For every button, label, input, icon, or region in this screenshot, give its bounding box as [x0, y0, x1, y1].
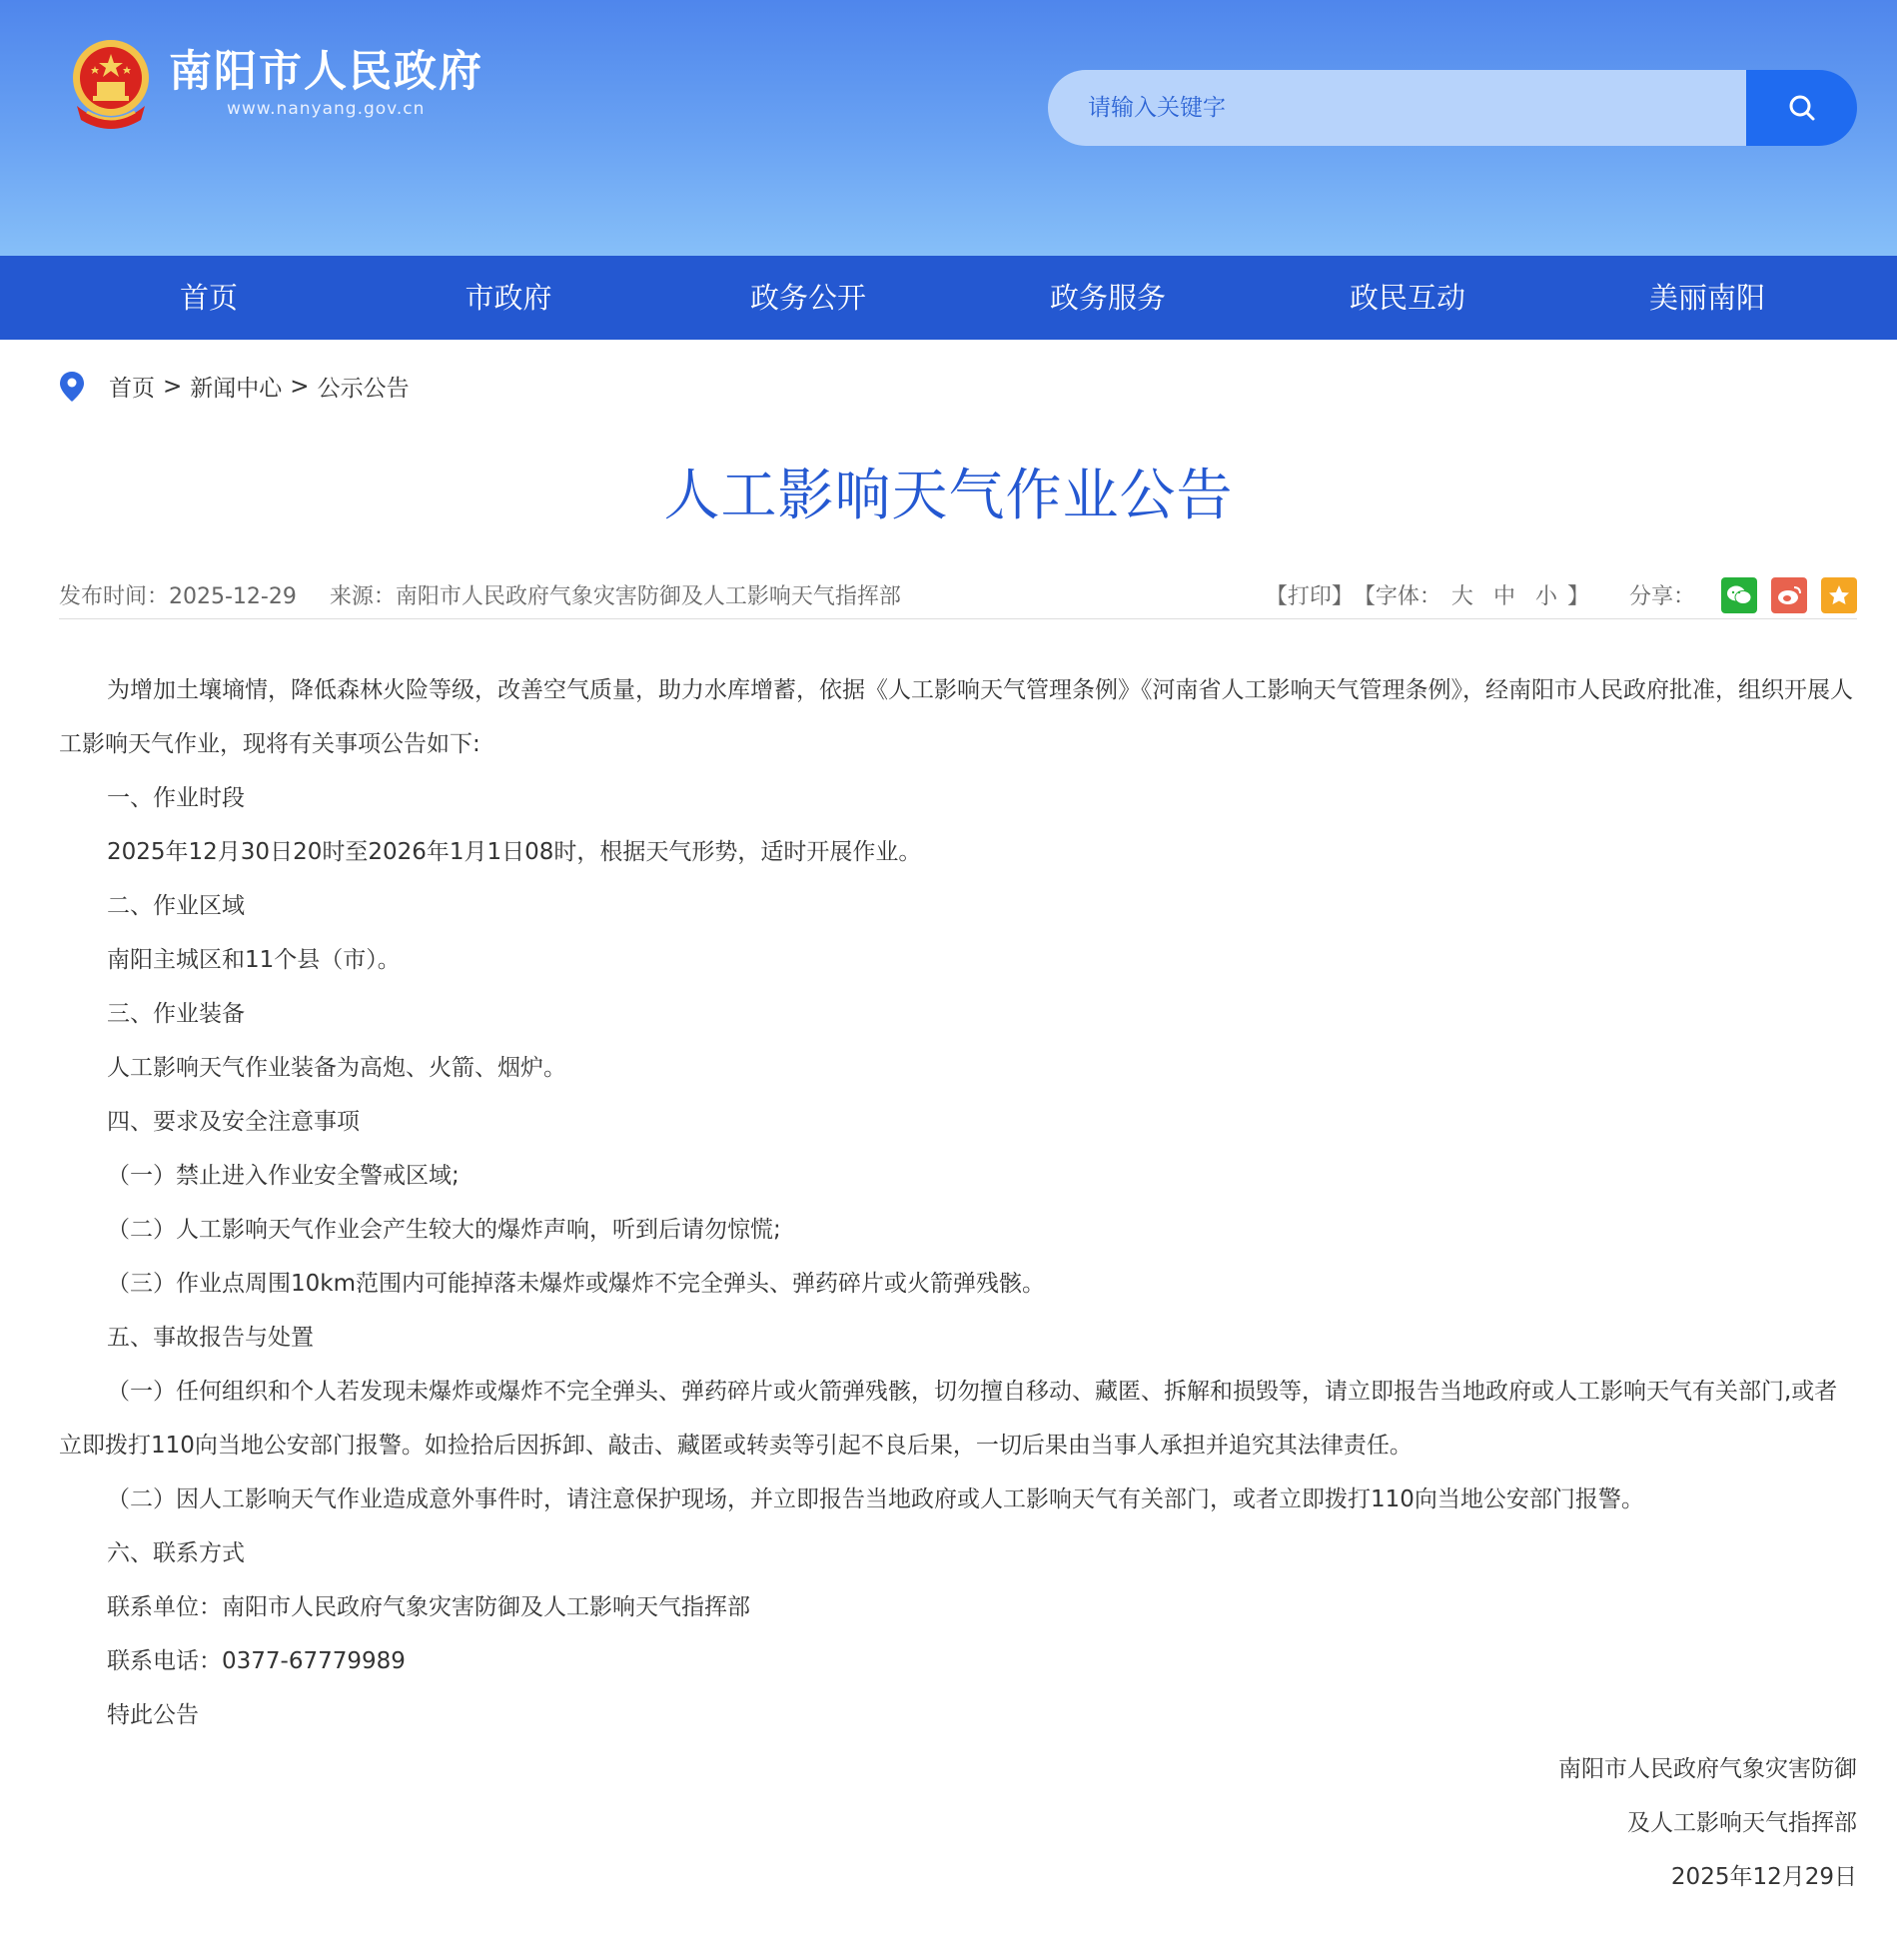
section-heading: 一、作业时段 — [107, 785, 245, 811]
nav-beautiful-nanyang[interactable]: 美丽南阳 — [1648, 281, 1765, 315]
search-button[interactable] — [1746, 70, 1857, 146]
paragraph: （三）作业点周围10km范围内可能掉落未爆炸或爆炸不完全弹头、弹药碎片或火箭弹残骸。 — [107, 1271, 1045, 1297]
weibo-share-icon[interactable] — [1771, 577, 1807, 613]
main-nav — [0, 256, 1897, 340]
section-heading: 三、作业装备 — [107, 1001, 245, 1027]
search-bar — [1048, 70, 1857, 146]
contact-phone: 联系电话：0377-67779989 — [107, 1648, 406, 1674]
nav-interaction[interactable]: 政民互动 — [1349, 281, 1465, 315]
font-medium-button[interactable]: 中 — [1492, 584, 1515, 609]
nav-government-services[interactable]: 政务服务 — [1049, 281, 1166, 315]
breadcrumb-announcements[interactable]: 公示公告 — [317, 376, 410, 402]
font-size-close: 】 — [1566, 584, 1589, 609]
signature-line: 及人工影响天气指挥部 — [1627, 1810, 1857, 1836]
font-small-button[interactable]: 小 — [1534, 584, 1557, 609]
share-label: 分享： — [1628, 584, 1695, 609]
breadcrumb-news-center[interactable]: 新闻中心 — [190, 376, 283, 402]
section-heading: 四、要求及安全注意事项 — [107, 1109, 360, 1135]
paragraph: 南阳主城区和11个县（市）。 — [107, 947, 401, 973]
paragraph: 为增加土壤墒情，降低森林火险等级，改善空气质量，助力水库增蓄，依据《人工影响天气管理条例》《河南省人工影响天气管理条例》，经南阳市人民政府批准，组织开展人工影响天气作业，现将有关事项公告如下: — [59, 677, 1853, 757]
site-url: www.nanyang.gov.cn — [227, 98, 426, 119]
site-title: 南阳市人民政府 — [169, 47, 483, 98]
closing-line: 特此公告 — [107, 1702, 199, 1728]
print-button[interactable]: 【打印】 — [1265, 584, 1354, 609]
breadcrumb-separator: > — [163, 373, 183, 400]
article-source: 来源：南阳市人民政府气象灾害防御及人工影响天气指挥部 — [329, 584, 901, 609]
font-large-button[interactable]: 大 — [1450, 584, 1473, 609]
wechat-share-icon[interactable] — [1721, 577, 1757, 613]
national-emblem-icon — [67, 36, 155, 132]
article-meta — [59, 571, 1857, 619]
site-header — [0, 0, 1897, 256]
section-heading: 六、联系方式 — [107, 1540, 245, 1566]
breadcrumb-separator: > — [290, 373, 310, 400]
paragraph: （二）因人工影响天气作业造成意外事件时，请注意保护现场，并立即报告当地政府或人工影响天气有关部门，或者立即拨打110向当地公安部门报警。 — [107, 1486, 1644, 1512]
nav-home[interactable]: 首页 — [179, 281, 238, 315]
search-input[interactable] — [1048, 70, 1746, 146]
article-title: 人工影响天气作业公告 — [663, 464, 1234, 528]
section-heading: 二、作业区域 — [107, 893, 245, 919]
publish-date: 发布时间：2025-12-29 — [59, 584, 297, 609]
breadcrumb — [59, 370, 410, 403]
paragraph: （一）禁止进入作业安全警戒区域; — [107, 1163, 460, 1189]
nav-city-government[interactable]: 市政府 — [465, 281, 552, 315]
contact-unit: 联系单位：南阳市人民政府气象灾害防御及人工影响天气指挥部 — [107, 1594, 750, 1620]
signature-line: 南阳市人民政府气象灾害防御 — [1558, 1756, 1857, 1782]
paragraph: （二）人工影响天气作业会产生较大的爆炸声响，听到后请勿惊慌; — [107, 1217, 781, 1243]
location-pin-icon — [59, 371, 85, 403]
paragraph: （一）任何组织和个人若发现未爆炸或爆炸不完全弹头、弹药碎片或火箭弹残骸，切勿擅自移动、藏匿、拆解和损毁等，请立即报告当地政府或人工影响天气有关部门,或者立即拨打110向当地公安部门报警。如捡拾后因拆卸、敲击、藏匿或转卖等引起不良后果，一切后果由当事人承担并追究其法律责任。 — [59, 1379, 1838, 1459]
nav-government-affairs-open[interactable]: 政务公开 — [749, 281, 866, 315]
section-heading: 五、事故报告与处置 — [107, 1325, 314, 1351]
paragraph: 人工影响天气作业装备为高炮、火箭、烟炉。 — [107, 1055, 566, 1081]
breadcrumb-home[interactable]: 首页 — [109, 376, 155, 402]
site-logo[interactable] — [67, 36, 483, 132]
search-icon — [1787, 93, 1817, 123]
paragraph: 2025年12月30日20时至2026年1月1日08时，根据天气形势，适时开展作业。 — [107, 839, 922, 865]
article-body — [59, 663, 1857, 1904]
favorite-star-icon[interactable] — [1821, 577, 1857, 613]
font-size-label: 【字体： — [1353, 584, 1441, 609]
signature-date: 2025年12月29日 — [1670, 1864, 1857, 1890]
